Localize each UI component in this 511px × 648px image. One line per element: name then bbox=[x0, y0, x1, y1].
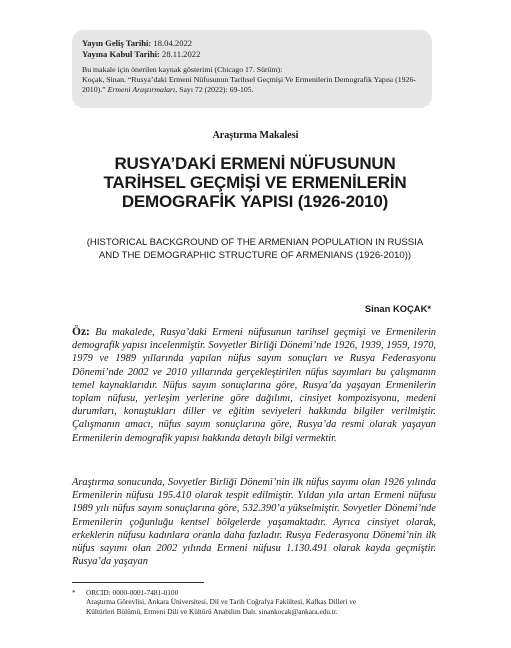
title-line: DEMOGRAFİK YAPISI (1926-2010) bbox=[121, 192, 389, 212]
abstract-label: Öz: bbox=[72, 326, 90, 338]
orcid-line bbox=[72, 588, 436, 597]
article-title bbox=[60, 154, 450, 212]
received-date-line bbox=[82, 38, 422, 49]
footnote-divider bbox=[72, 582, 204, 583]
citation-journal: Ermeni Araştırmaları bbox=[107, 85, 176, 95]
english-title-line: AND THE DEMOGRAPHIC STRUCTURE OF ARMENIANS (1926-2010)) bbox=[98, 249, 412, 261]
citation-body: Koçak, Sinan. “Rusya’daki Ermeni Nüfusunun Tarihsel Geçmişi Ve Ermenilerin Demografik Yapısı (1926-2010).” bbox=[82, 75, 416, 95]
accepted-label: Yayına Kabul Tarihi: bbox=[82, 48, 160, 59]
english-title-line: (HISTORICAL BACKGROUND OF THE ARMENIAN POPULATION IN RUSSIA bbox=[86, 237, 424, 248]
orcid: ORCID: 0000-0001-7481-0100 bbox=[86, 588, 179, 597]
title-line: RUSYA’DAKİ ERMENİ NÜFUSUNUN bbox=[114, 154, 396, 173]
accepted-date-line bbox=[82, 49, 422, 60]
footnote-mark: * bbox=[72, 588, 76, 597]
received-date: 18.04.2022 bbox=[153, 38, 193, 48]
affiliation-line: Araştırma Görevlisi, Ankara Üniversitesi, Dil ve Tarih Coğrafya Fakültesi, Kafkas Dilleri ve bbox=[86, 597, 357, 607]
accepted-date: 28.11.2022 bbox=[162, 48, 201, 59]
article-type: Araştırma Makalesi bbox=[212, 130, 299, 141]
received-label: Yayın Geliş Tarihi: bbox=[82, 38, 152, 48]
publication-info-box bbox=[72, 30, 432, 108]
citation-tail: , Sayı 72 (2022): 69-105. bbox=[175, 85, 254, 95]
affiliation-line: Kültürleri Bölümü, Ermeni Dili ve Kültürü Anabilim Dalı. sinankocak@ankara.edu.tr. bbox=[86, 606, 338, 616]
citation-text bbox=[82, 75, 422, 95]
title-line: TARİHSEL GEÇMİŞİ VE ERMENİLERİN bbox=[103, 173, 407, 193]
author-footnote bbox=[72, 588, 436, 616]
english-title bbox=[60, 237, 450, 263]
abstract bbox=[72, 326, 436, 445]
results-paragraph: Araştırma sonucunda, Sovyetler Birliği Dönemi’nin ilk nüfus sayımı olan 1926 yılında Ermenilerin nüfusu 195.410 olarak tespit edilmiştir. Yıldan yıla artan Ermeni nüfusu 1989 yılı nüfus sayım sonuçlarına göre, 532.390’a yükselmiştir. Sovyetler Dönemi’nde Ermenilerin çoğunluğu kentsel bölgelerde yaşamaktadır. Ayrıca cinsiyet olarak, erkeklerin nüfusu kadınlara oranla daha fazladır. Rusya Federasyonu Dönemi’nin ilk nüfus sayımı olan 2002 yılında Ermeni nüfusu 1.130.491 olarak kayda geçmiştir. Rusya’da yaşayan bbox=[72, 477, 436, 568]
citation-intro: Bu makale için önerilen kaynak gösterimi (Chicago 17. Sürüm): bbox=[82, 65, 283, 75]
citation-block bbox=[82, 65, 422, 95]
abstract-text: Bu makalede, Rusya’daki Ermeni nüfusunun tarihsel geçmişi ve Ermenilerin demografik yapısı incelenmiştir. Sovyetler Birliği Dönemi’nde 1926, 1939, 1959, 1970, 1979 ve 1989 yıllarında yapılan nüfus sayım sonuçları ve Rusya Federasyonu Dönemi’nde 2002 ve 2010 yıllarında gerçekleştirilen nüfus sayımları bu çalışmanın temel kaynaklarıdır. Nüfus sayım sonuçlarına göre, Rusya’da yaşayan Ermenilerin toplam nüfusu, yerleşim yerlerine göre dağılımı, cinsiyet kompozisyonu, medeni durumları, konuştukları diller ve eğitim seviyeleri hakkında bilgiler verilmiştir. Çalışmanın amacı, nüfus sayım sonuçlarına göre, Rusya’da resmi olarak yaşayan Ermenilerin demografik yapısı hakkında detaylı bilgi vermektir. bbox=[72, 327, 436, 444]
author-name: Sinan KOÇAK* bbox=[364, 303, 431, 314]
